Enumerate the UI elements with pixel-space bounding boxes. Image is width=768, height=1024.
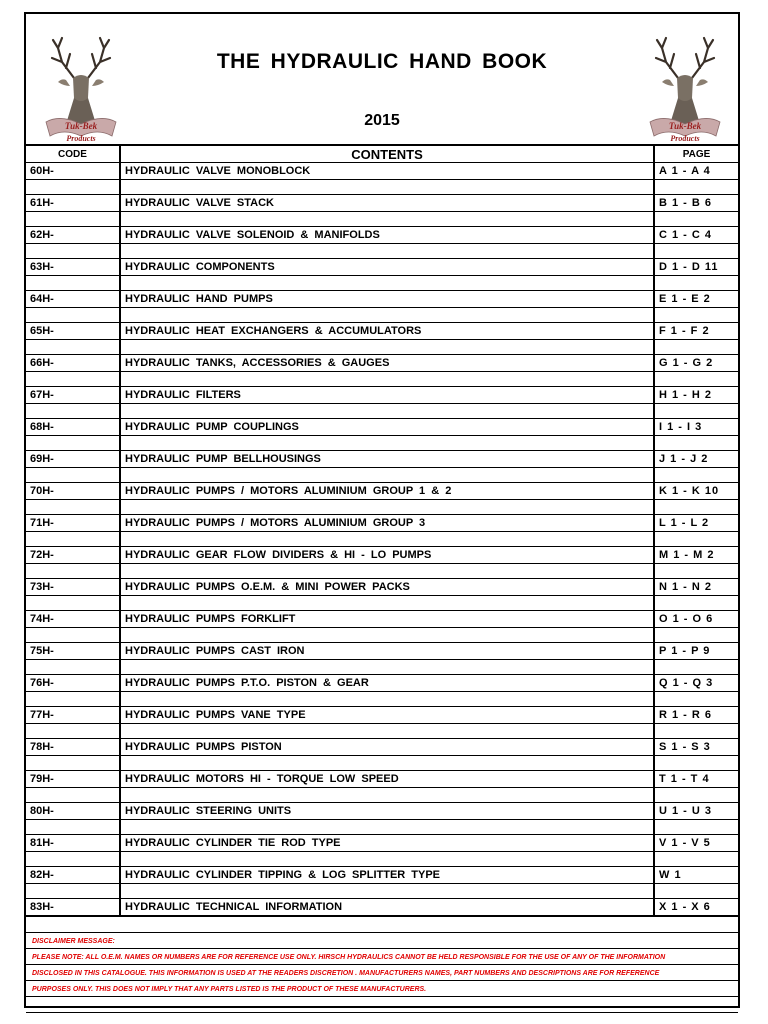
spacer-row [26, 500, 738, 515]
logo-text-top: Tuk-Bek [668, 121, 702, 131]
disclaimer-blank-line [26, 917, 738, 933]
header-code: CODE [26, 145, 120, 163]
row-description: HYDRAULIC PUMP BELLHOUSINGS [120, 451, 654, 468]
row-page-range: W 1 [654, 867, 738, 884]
spacer-row [26, 212, 738, 227]
spacer-row [26, 628, 738, 643]
row-page-range: A 1 - A 4 [654, 163, 738, 180]
row-code: 74H- [26, 611, 120, 628]
row-page-range: X 1 - X 6 [654, 899, 738, 917]
row-code: 77H- [26, 707, 120, 724]
row-code: 64H- [26, 291, 120, 308]
table-row [26, 227, 738, 244]
spacer-row [26, 468, 738, 483]
row-page-range: E 1 - E 2 [654, 291, 738, 308]
table-row [26, 675, 738, 692]
header-contents: CONTENTS [120, 145, 654, 163]
disclaimer-line: DISCLOSED IN THIS CATALOGUE. THIS INFORMATION IS USED AT THE READERS DISCRETION . MANUFACTURERS NAMES, PART NUMBERS AND DESCRIPTIONS ARE FOR REFERENCE [26, 965, 738, 981]
contents-table [26, 144, 738, 917]
row-code: 71H- [26, 515, 120, 532]
row-page-range: R 1 - R 6 [654, 707, 738, 724]
spacer-row [26, 660, 738, 675]
row-code: 73H- [26, 579, 120, 596]
table-row [26, 707, 738, 724]
row-page-range: B 1 - B 6 [654, 195, 738, 212]
row-code: 61H- [26, 195, 120, 212]
table-row [26, 899, 738, 917]
row-description: HYDRAULIC VALVE STACK [120, 195, 654, 212]
table-row [26, 579, 738, 596]
row-code: 79H- [26, 771, 120, 788]
table-row [26, 771, 738, 788]
spacer-row [26, 852, 738, 867]
row-code: 60H- [26, 163, 120, 180]
disclaimer-heading: DISCLAIMER MESSAGE: [26, 933, 738, 949]
spacer-row [26, 564, 738, 579]
table-row [26, 835, 738, 852]
row-description: HYDRAULIC COMPONENTS [120, 259, 654, 276]
row-description: HYDRAULIC PUMPS P.T.O. PISTON & GEAR [120, 675, 654, 692]
row-page-range: K 1 - K 10 [654, 483, 738, 500]
row-code: 80H- [26, 803, 120, 820]
row-page-range: L 1 - L 2 [654, 515, 738, 532]
table-row [26, 387, 738, 404]
row-description: HYDRAULIC TECHNICAL INFORMATION [120, 899, 654, 917]
row-code: 66H- [26, 355, 120, 372]
row-code: 63H- [26, 259, 120, 276]
spacer-row [26, 756, 738, 771]
disclaimer-blank-line [26, 997, 738, 1013]
row-page-range: P 1 - P 9 [654, 643, 738, 660]
table-row [26, 483, 738, 500]
spacer-row [26, 532, 738, 547]
row-description: HYDRAULIC PUMP COUPLINGS [120, 419, 654, 436]
row-description: HYDRAULIC CYLINDER TIPPING & LOG SPLITTER TYPE [120, 867, 654, 884]
table-row [26, 643, 738, 660]
table-row [26, 611, 738, 628]
spacer-row [26, 724, 738, 739]
row-page-range: G 1 - G 2 [654, 355, 738, 372]
spacer-row [26, 692, 738, 707]
table-row [26, 195, 738, 212]
disclaimer-line: PURPOSES ONLY. THIS DOES NOT IMPLY THAT ANY PARTS LISTED IS THE PRODUCT OF THESE MANUFACTURERS. [26, 981, 738, 997]
table-row [26, 259, 738, 276]
row-page-range: V 1 - V 5 [654, 835, 738, 852]
logo-text-top: Tuk-Bek [64, 121, 98, 131]
spacer-row [26, 596, 738, 611]
spacer-row [26, 404, 738, 419]
spacer-row [26, 372, 738, 387]
row-description: HYDRAULIC PUMPS PISTON [120, 739, 654, 756]
table-row [26, 451, 738, 468]
row-code: 65H- [26, 323, 120, 340]
row-page-range: C 1 - C 4 [654, 227, 738, 244]
spacer-row [26, 436, 738, 451]
logo-text-bottom: Products [66, 134, 96, 143]
row-page-range: Q 1 - Q 3 [654, 675, 738, 692]
spacer-row [26, 308, 738, 323]
row-code: 72H- [26, 547, 120, 564]
row-code: 75H- [26, 643, 120, 660]
row-description: HYDRAULIC PUMPS O.E.M. & MINI POWER PACKS [120, 579, 654, 596]
row-page-range: F 1 - F 2 [654, 323, 738, 340]
table-row [26, 163, 738, 180]
document-page [24, 12, 740, 1008]
row-description: HYDRAULIC TANKS, ACCESSORIES & GAUGES [120, 355, 654, 372]
row-page-range: H 1 - H 2 [654, 387, 738, 404]
table-header-row [26, 145, 738, 163]
row-code: 69H- [26, 451, 120, 468]
spacer-row [26, 180, 738, 195]
table-row [26, 419, 738, 436]
row-description: HYDRAULIC MOTORS HI - TORQUE LOW SPEED [120, 771, 654, 788]
row-page-range: I 1 - I 3 [654, 419, 738, 436]
row-description: HYDRAULIC PUMPS VANE TYPE [120, 707, 654, 724]
row-description: HYDRAULIC PUMPS FORKLIFT [120, 611, 654, 628]
row-description: HYDRAULIC PUMPS / MOTORS ALUMINIUM GROUP 1 & 2 [120, 483, 654, 500]
row-page-range: J 1 - J 2 [654, 451, 738, 468]
spacer-row [26, 276, 738, 291]
row-page-range: S 1 - S 3 [654, 739, 738, 756]
row-code: 82H- [26, 867, 120, 884]
table-row [26, 515, 738, 532]
row-code: 76H- [26, 675, 120, 692]
header-page: PAGE [654, 145, 738, 163]
row-description: HYDRAULIC PUMPS CAST IRON [120, 643, 654, 660]
row-description: HYDRAULIC HAND PUMPS [120, 291, 654, 308]
row-description: HYDRAULIC VALVE MONOBLOCK [120, 163, 654, 180]
logo-text-bottom: Products [670, 134, 700, 143]
row-page-range: O 1 - O 6 [654, 611, 738, 628]
table-row [26, 323, 738, 340]
row-page-range: U 1 - U 3 [654, 803, 738, 820]
row-code: 70H- [26, 483, 120, 500]
row-code: 78H- [26, 739, 120, 756]
disclaimer-line: PLEASE NOTE: ALL O.E.M. NAMES OR NUMBERS ARE FOR REFERENCE USE ONLY. HIRSCH HYDRAULICS CANNOT BE HELD RESPONSIBLE FOR THE USE OF ANY OF THE INFORMATION [26, 949, 738, 965]
row-description: HYDRAULIC CYLINDER TIE ROD TYPE [120, 835, 654, 852]
row-description: HYDRAULIC GEAR FLOW DIVIDERS & HI - LO PUMPS [120, 547, 654, 564]
row-page-range: D 1 - D 11 [654, 259, 738, 276]
page-year: 2015 [364, 112, 400, 129]
row-page-range: M 1 - M 2 [654, 547, 738, 564]
spacer-row [26, 340, 738, 355]
spacer-row [26, 244, 738, 259]
table-row [26, 867, 738, 884]
spacer-row [26, 884, 738, 899]
row-description: HYDRAULIC STEERING UNITS [120, 803, 654, 820]
table-row [26, 739, 738, 756]
spacer-row [26, 788, 738, 803]
row-description: HYDRAULIC PUMPS / MOTORS ALUMINIUM GROUP 3 [120, 515, 654, 532]
table-row [26, 803, 738, 820]
row-description: HYDRAULIC FILTERS [120, 387, 654, 404]
row-code: 62H- [26, 227, 120, 244]
page-title: THE HYDRAULIC HAND BOOK [216, 50, 548, 73]
row-description: HYDRAULIC VALVE SOLENOID & MANIFOLDS [120, 227, 654, 244]
spacer-row [26, 820, 738, 835]
row-page-range: T 1 - T 4 [654, 771, 738, 788]
row-description: HYDRAULIC HEAT EXCHANGERS & ACCUMULATORS [120, 323, 654, 340]
row-code: 81H- [26, 835, 120, 852]
table-row [26, 291, 738, 308]
row-code: 83H- [26, 899, 120, 917]
table-row [26, 547, 738, 564]
table-row [26, 355, 738, 372]
row-code: 67H- [26, 387, 120, 404]
table-body [26, 163, 738, 917]
row-page-range: N 1 - N 2 [654, 579, 738, 596]
row-code: 68H- [26, 419, 120, 436]
